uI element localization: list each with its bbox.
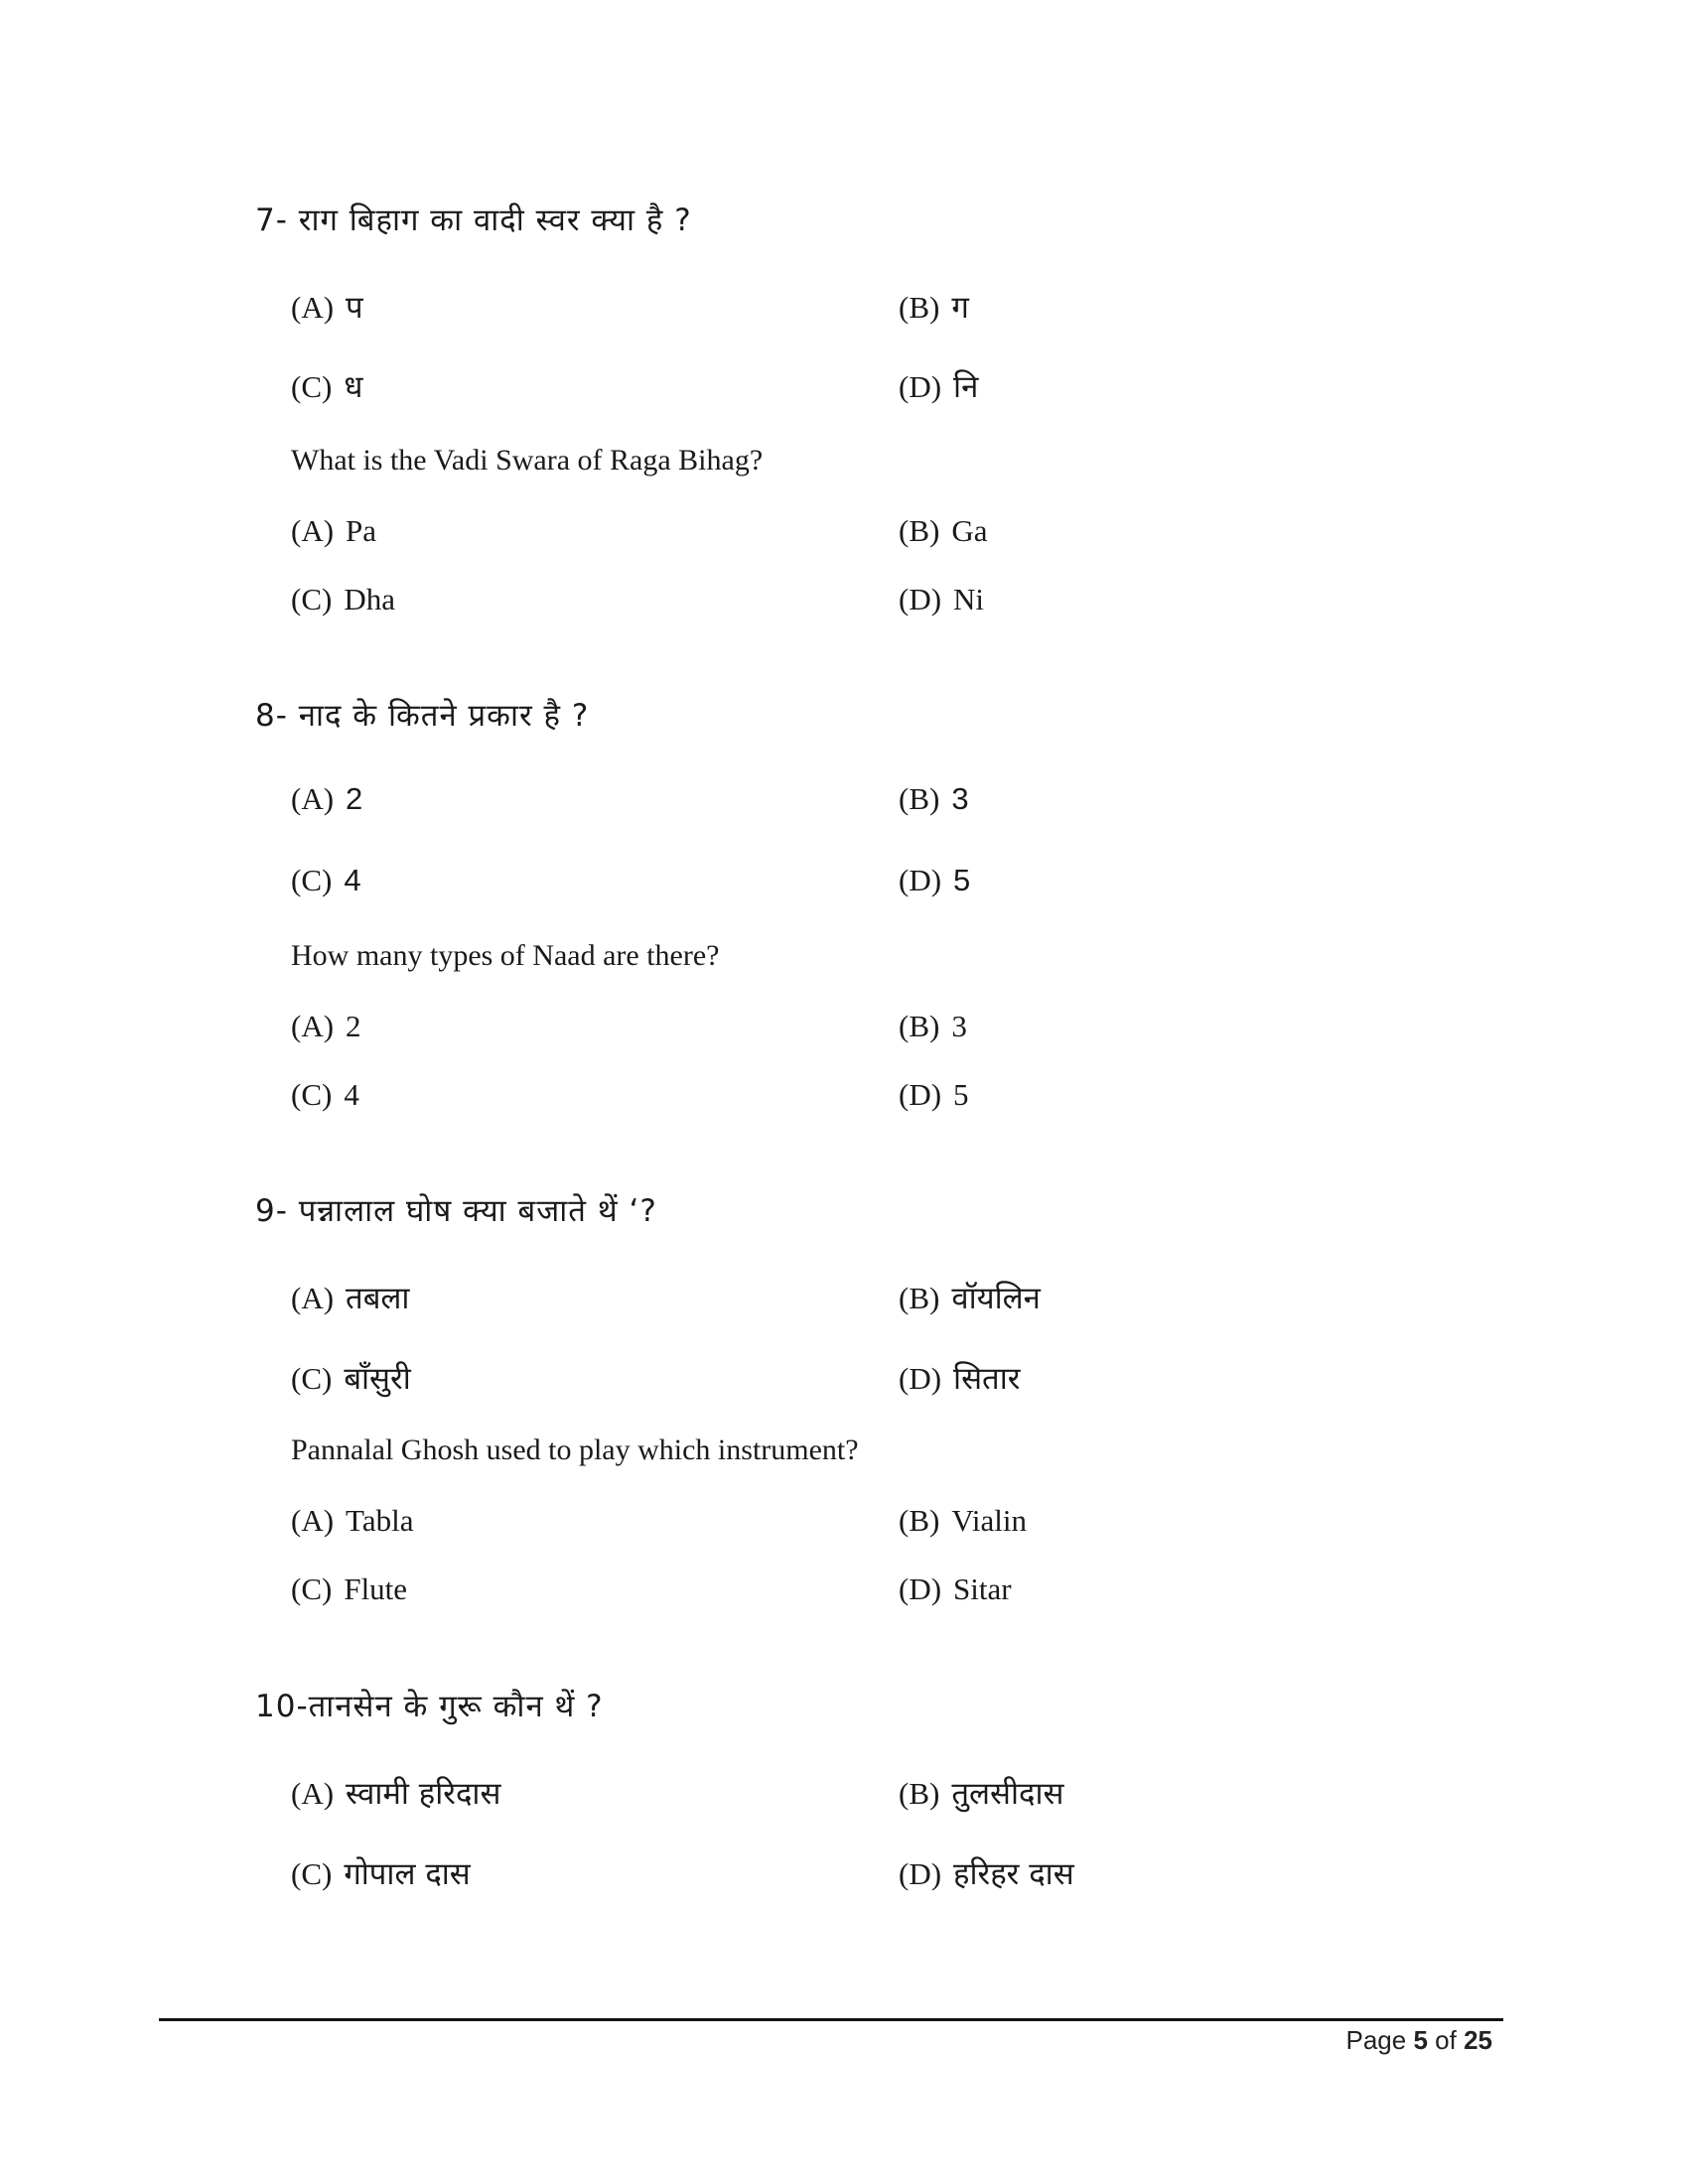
- option-text: 2: [346, 781, 363, 816]
- option-text: बाँसुरी: [344, 1361, 411, 1397]
- option-text: हरिहर दास: [953, 1856, 1074, 1892]
- option-label: (D): [899, 1571, 942, 1606]
- option-label: (C): [291, 1077, 333, 1112]
- option-a-english: [291, 513, 376, 549]
- option-text: Flute: [344, 1571, 408, 1606]
- option-label: (A): [291, 513, 335, 548]
- option-label: (D): [899, 1856, 942, 1891]
- option-text: Ni: [953, 582, 985, 616]
- question-english: How many types of Naad are there?: [291, 939, 720, 972]
- option-a-english: [291, 1009, 361, 1044]
- option-c-hindi: [291, 1357, 411, 1399]
- option-label: (A): [291, 1009, 335, 1043]
- question-title: 9- पन्नालाल घोष क्या बजाते थें ‘?: [255, 1193, 657, 1229]
- option-text: वॉयलिन: [951, 1281, 1041, 1316]
- option-c-english: [291, 1571, 407, 1607]
- option-c-hindi: [291, 365, 362, 407]
- option-label: (A): [291, 1776, 335, 1811]
- option-c-english: [291, 1077, 359, 1113]
- option-b-hindi: [899, 286, 969, 328]
- option-label: (B): [899, 1503, 940, 1538]
- option-b-english: [899, 1009, 967, 1044]
- option-b-english: [899, 513, 987, 549]
- option-label: (C): [291, 1571, 333, 1606]
- option-d-hindi: [899, 863, 970, 898]
- option-label: (A): [291, 781, 335, 816]
- option-label: (C): [291, 369, 333, 404]
- footer-divider: [159, 2018, 1503, 2021]
- option-c-hindi: [291, 863, 361, 898]
- option-label: (A): [291, 1281, 335, 1315]
- option-label: (A): [291, 1503, 335, 1538]
- option-label: (C): [291, 582, 333, 616]
- option-label: (C): [291, 1361, 333, 1396]
- option-d-english: [899, 1571, 1012, 1607]
- option-text: 4: [344, 1077, 359, 1112]
- option-label: (D): [899, 1077, 942, 1112]
- option-text: तुलसीदास: [951, 1776, 1064, 1812]
- option-label: (B): [899, 1009, 940, 1043]
- option-d-hindi: [899, 1357, 1020, 1399]
- option-a-hindi: [291, 1277, 409, 1318]
- question-english: What is the Vadi Swara of Raga Bihag?: [291, 444, 764, 477]
- option-a-hindi: [291, 286, 363, 328]
- option-c-english: [291, 582, 395, 617]
- option-b-english: [899, 1503, 1027, 1539]
- option-label: (D): [899, 1361, 942, 1396]
- option-text: 5: [953, 863, 971, 897]
- page-word: Page: [1345, 2025, 1407, 2055]
- option-d-hindi: [899, 1852, 1074, 1894]
- option-text: सितार: [953, 1361, 1021, 1397]
- option-d-hindi: [899, 365, 978, 407]
- option-text: Tabla: [346, 1503, 414, 1538]
- option-label: (C): [291, 863, 333, 897]
- option-b-hindi: [899, 1277, 1041, 1318]
- option-text: Ga: [951, 513, 988, 548]
- option-d-english: [899, 1077, 969, 1113]
- total-pages: 25: [1464, 2025, 1492, 2055]
- question-title: 10-तानसेन के गुरू कौन थें ?: [255, 1689, 604, 1724]
- option-label: (D): [899, 863, 942, 897]
- option-a-hindi: [291, 1772, 500, 1814]
- option-text: 4: [344, 863, 361, 897]
- option-text: ग: [951, 290, 969, 326]
- option-label: (B): [899, 290, 940, 325]
- page-number: [1345, 2025, 1492, 2056]
- option-text: 2: [346, 1009, 361, 1043]
- option-label: (A): [291, 290, 335, 325]
- option-label: (C): [291, 1856, 333, 1891]
- current-page: 5: [1413, 2025, 1428, 2055]
- option-label: (D): [899, 582, 942, 616]
- option-d-english: [899, 582, 984, 617]
- option-text: 3: [951, 1009, 967, 1043]
- option-label: (B): [899, 781, 940, 816]
- question-title: 7- राग बिहाग का वादी स्वर क्या है ?: [255, 203, 692, 238]
- option-a-hindi: [291, 781, 362, 817]
- option-text: 5: [953, 1077, 969, 1112]
- question-english: Pannalal Ghosh used to play which instrument?: [291, 1433, 859, 1466]
- option-b-hindi: [899, 1772, 1063, 1814]
- option-label: (D): [899, 369, 942, 404]
- option-text: Dha: [344, 582, 395, 616]
- of-word: of: [1435, 2025, 1457, 2055]
- option-text: प: [346, 290, 363, 326]
- option-b-hindi: [899, 781, 969, 817]
- option-a-english: [291, 1503, 413, 1539]
- option-text: स्वामी हरिदास: [346, 1776, 501, 1812]
- option-label: (B): [899, 1281, 940, 1315]
- option-label: (B): [899, 1776, 940, 1811]
- option-label: (B): [899, 513, 940, 548]
- option-text: Pa: [346, 513, 377, 548]
- option-text: Sitar: [953, 1571, 1012, 1606]
- option-text: ध: [344, 369, 363, 405]
- option-text: नि: [953, 369, 979, 405]
- option-text: तबला: [346, 1281, 410, 1316]
- option-text: Vialin: [951, 1503, 1027, 1538]
- question-title: 8- नाद के कितने प्रकार है ?: [255, 698, 590, 734]
- option-c-hindi: [291, 1852, 471, 1894]
- option-text: गोपाल दास: [344, 1856, 471, 1892]
- option-text: 3: [951, 781, 969, 816]
